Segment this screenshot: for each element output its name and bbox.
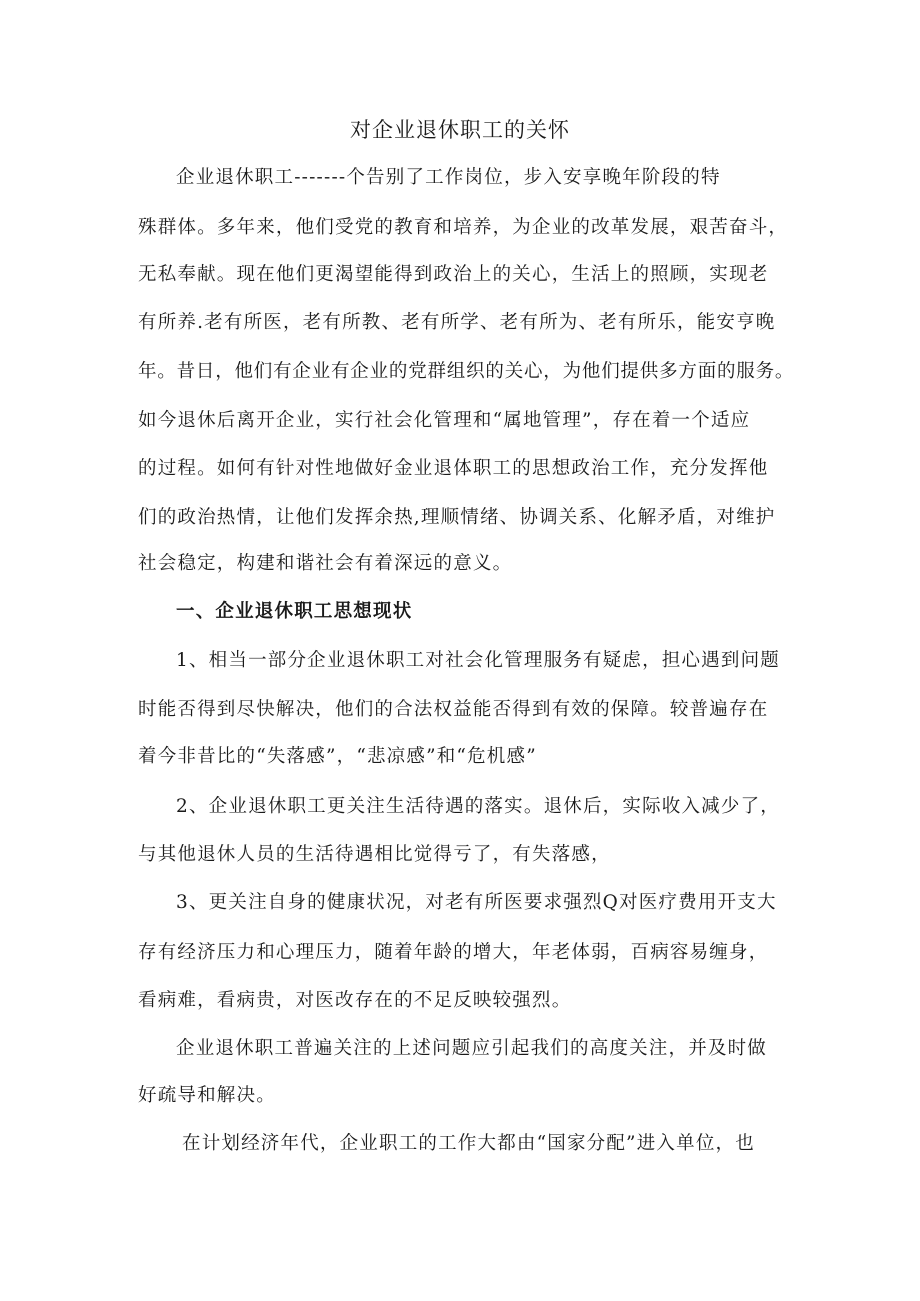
paragraph-line: 企业退休职工-------个告别了工作岗位，步入安享晚年阶段的特 xyxy=(176,167,721,188)
paragraph-line: 看病难，看病贵，对医改存在的不足反映较强烈。 xyxy=(138,990,572,1011)
paragraph-line: 着今非昔比的“失落感”，“悲凉感”和“危机感” xyxy=(138,746,537,767)
paragraph-line: 无私奉献。现在他们更渴望能得到政治上的关心，生活上的照顾，实现老 xyxy=(138,264,769,285)
paragraph-line: 在计划经济年代，企业职工的工作大都由“国家分配”进入单位，也 xyxy=(182,1133,755,1154)
paragraph-line: 2、企业退休职工更关注生活待遇的落实。退休后，实际收入减少了， xyxy=(176,796,780,817)
paragraph-line: 好疏导和解决。 xyxy=(138,1085,276,1106)
section-heading: 一、企业退休职工思想现状 xyxy=(176,601,413,622)
paragraph-line: 与其他退休人员的生活待遇相比觉得亏了，有失落感， xyxy=(138,844,611,865)
paragraph-line: 企业退休职工普遍关注的上述问题应引起我们的高度关注，并及时做 xyxy=(176,1038,768,1059)
paragraph-line: 的过程。如何有针对性地做好金业退体职工的思想政治工作，充分发挥他 xyxy=(138,458,769,479)
paragraph-line: 存有经济压力和心理压力，随着年龄的增大，年老体弱，百病容易缠身， xyxy=(138,942,769,963)
paragraph-line: 1、相当一部分企业退休职工对社会化管理服务有疑虑，担心遇到问题 xyxy=(176,650,780,671)
paragraph-line: 时能否得到尽快解决，他们的合法权益能否得到有效的保障。较普遍存在 xyxy=(138,699,769,720)
paragraph-line: 有所养.老有所医，老有所教、老有所学、老有所为、老有所乐，能安亨晚 xyxy=(138,312,776,333)
paragraph-line: 3、更关注自身的健康状况，对老有所医要求强烈Q对医疗费用开支大 xyxy=(176,892,777,913)
paragraph-line: 社会稳定，构建和谐社会有着深远的意义。 xyxy=(138,553,513,574)
paragraph-line: 殊群体。多年来，他们受党的教育和培养，为企业的改革发展，艰苦奋斗， xyxy=(138,217,789,238)
paragraph-line: 们的政治热情，让他们发挥余热,理顺情绪、协调关系、化解矛盾，对维护 xyxy=(138,507,776,528)
document-title: 对企业退休职工的关怀 xyxy=(350,118,570,142)
paragraph-line: 如今退休后离开企业，实行社会化管理和“属地管理”，存在着一个适应 xyxy=(138,410,751,431)
paragraph-line: 年。昔日，他们有企业有企业的党群组织的关心，为他们提供多方面的服务。 xyxy=(138,361,795,382)
